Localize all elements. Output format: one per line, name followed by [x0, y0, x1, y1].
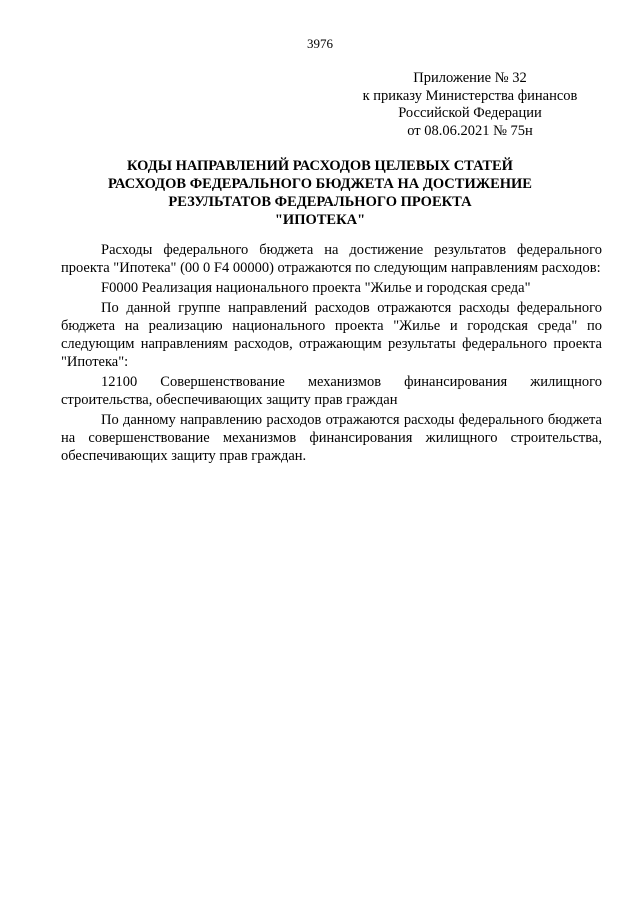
paragraph-group-description: По данной группе направлений расходов отражаются расходы федерального бюджета на реализацию национального проекта "Жилье и городская среда" по следующим направлениям расходов, отражающим результаты федерального проекта "Ипотека": [61, 300, 602, 370]
paragraph-intro: Расходы федерального бюджета на достижение результатов федерального проекта "Ипотека" (00 0 F4 00000) отражаются по следующим направлениям расходов: [61, 242, 602, 276]
title-line: РЕЗУЛЬТАТОВ ФЕДЕРАЛЬНОГО ПРОЕКТА [168, 194, 472, 210]
appendix-order-date: от 08.06.2021 № 75н [407, 122, 533, 139]
appendix-country: Российской Федерации [398, 105, 542, 121]
paragraph-code-f0000: F0000 Реализация национального проекта "Жилье и городская среда" [101, 280, 531, 297]
paragraph-code-12100: 12100 Совершенствование механизмов финансирования жилищного строительства, обеспечивающих защиту прав граждан [61, 374, 602, 408]
title-line: КОДЫ НАПРАВЛЕНИЙ РАСХОДОВ ЦЕЛЕВЫХ СТАТЕЙ [127, 158, 513, 174]
document-title [40, 157, 600, 229]
appendix-order-reference: к приказу Министерства финансов [362, 87, 578, 104]
title-line: "ИПОТЕКА" [274, 212, 366, 228]
paragraph-direction-description: По данному направлению расходов отражаются расходы федерального бюджета на совершенствование механизмов финансирования жилищного строительства, обеспечивающих защиту прав граждан. [61, 412, 602, 464]
page-number: 3976 [307, 36, 333, 51]
document-body [61, 242, 602, 468]
title-line: РАСХОДОВ ФЕДЕРАЛЬНОГО БЮДЖЕТА НА ДОСТИЖЕНИЕ [108, 176, 532, 192]
appendix-number: Приложение № 32 [413, 70, 527, 86]
appendix-header [340, 70, 600, 140]
